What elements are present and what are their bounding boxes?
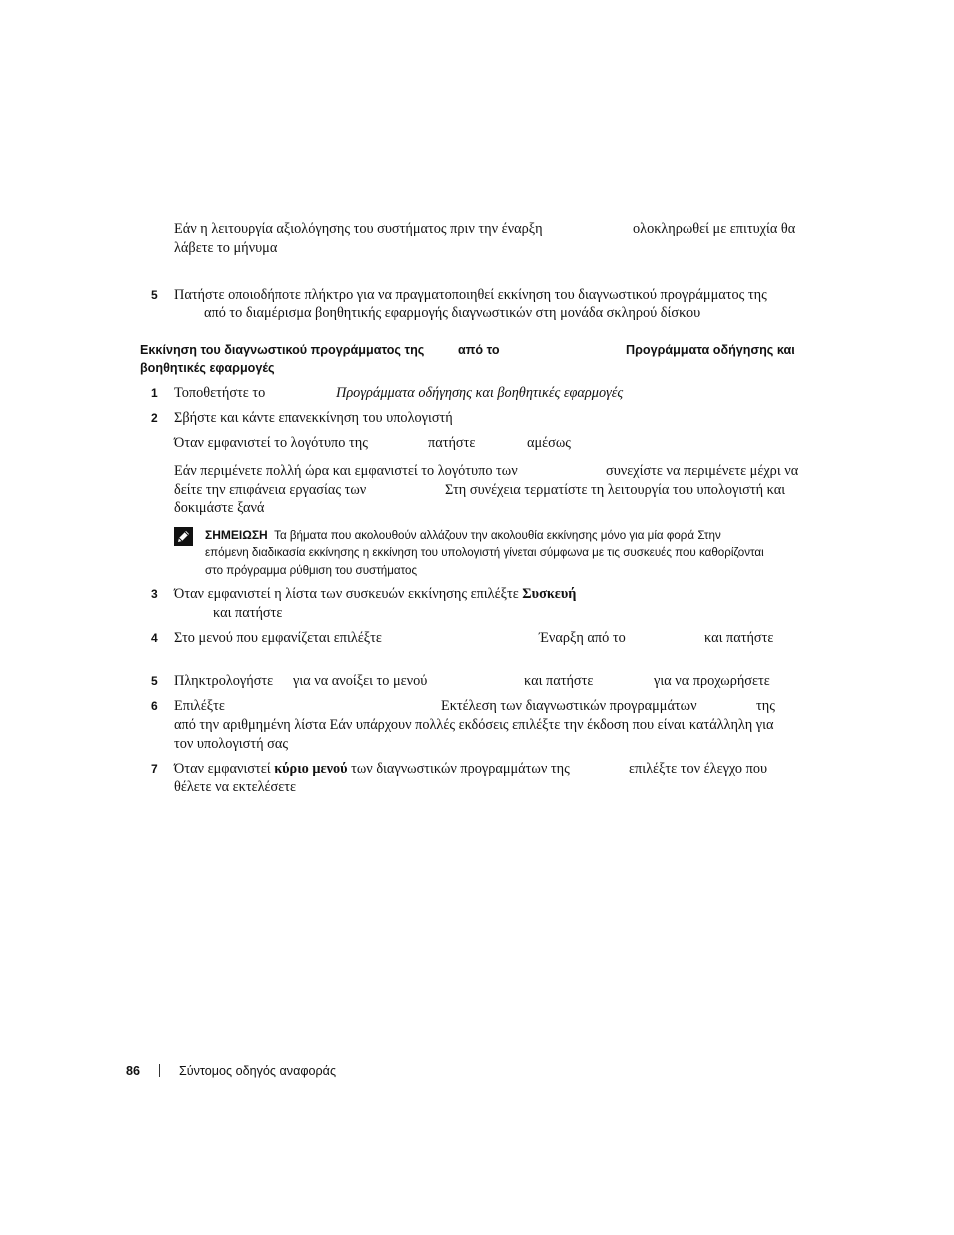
step2-para2-line1b: συνεχίστε να περιμένετε μέχρι να (606, 463, 799, 479)
step-number: 2 (151, 411, 158, 425)
step5a-line1: Πατήστε οποιοδήποτε πλήκτρο για να πραγματοποιηθεί εκκίνηση του διαγνωστικού προγράμματος της (174, 287, 767, 303)
step6-line2: από την αριθμημένη λίστα Εάν υπάρχουν πολλές εκδόσεις επιλέξτε την έκδοση που είναι κατάλληλη για (174, 717, 774, 733)
step2-para1-c: αμέσως (527, 435, 571, 451)
step4-a: Στο μενού που εμφανίζεται επιλέξτε (174, 630, 382, 646)
section-heading-part1: Εκκίνηση του διαγνωστικού προγράμματος της (140, 343, 425, 357)
step-number: 4 (151, 631, 158, 645)
step-number: 1 (151, 386, 158, 400)
step6-line3: τον υπολογιστή σας (174, 736, 288, 752)
step2-text: Σβήστε και κάντε επανεκκίνηση του υπολογιστή (174, 410, 453, 426)
step7-main-menu: κύριο μενού (274, 761, 348, 777)
step4-c: και πατήστε (704, 630, 774, 646)
step2-para2-line2a: δείτε την επιφάνεια εργασίας των (174, 482, 367, 498)
step-number: 6 (151, 699, 158, 713)
step7-line2: θέλετε να εκτελέσετε (174, 779, 296, 795)
note-line1 (205, 526, 721, 545)
para1-line2: λάβετε το μήνυμα (174, 240, 278, 256)
step1-text: Τοποθετήστε το (174, 385, 266, 401)
step4-b: Έναρξη από το (539, 630, 626, 646)
step1-media-name: Προγράμματα οδήγησης και βοηθητικές εφαρμογές (336, 385, 624, 401)
step-number: 3 (151, 587, 158, 601)
para1-line1a: Εάν η λειτουργία αξιολόγησης του συστήματος πριν την έναρξη (174, 221, 543, 237)
note-line3: στο πρόγραμμα ρύθμιση του συστήματος (205, 564, 418, 577)
step-number: 7 (151, 762, 158, 776)
step7-line1a (174, 760, 570, 778)
step2-para2-line3: δοκιμάστε ξανά (174, 500, 265, 516)
note-pencil-icon (174, 527, 193, 546)
step5a-line2: από το διαμέρισμα βοηθητικής εφαρμογής διαγνωστικών στη μονάδα σκληρού δίσκου (204, 305, 701, 321)
step5-a: Πληκτρολογήστε (174, 673, 274, 689)
note-line2: επόμενη διαδικασία εκκίνησης η εκκίνηση του υπολογιστή γίνεται σύμφωνα με τις συσκευές που καθορίζονται (205, 546, 764, 559)
step5-b: για να ανοίξει το μενού (293, 673, 428, 689)
step2-para1-b: πατήστε (428, 435, 476, 451)
step-number: 5 (151, 288, 158, 302)
footer-separator (159, 1064, 160, 1077)
step6-b: Εκτέλεση των διαγνωστικών προγραμμάτων (441, 698, 697, 714)
section-heading-line2: βοηθητικές εφαρμογές (140, 361, 275, 375)
note-label: ΣΗΜΕΙΩΣΗ (205, 528, 268, 542)
step6-a: Επιλέξτε (174, 698, 225, 714)
step3-line1 (174, 585, 576, 603)
note-text-line1: Τα βήματα που ακολουθούν αλλάζουν την ακολουθία εκκίνησης μόνο για μία φορά Στην (274, 529, 721, 542)
step3-text: Όταν εμφανιστεί η λίστα των συσκευών εκκίνησης επιλέξτε (174, 586, 523, 602)
step3-line2: και πατήστε (213, 605, 283, 621)
step5-d: για να προχωρήσετε (654, 673, 770, 689)
step7-d: επιλέξτε τον έλεγχο που (629, 761, 768, 777)
step6-c: της (756, 698, 775, 714)
section-heading-part3: Προγράμματα οδήγησης και (626, 343, 795, 357)
para1-line1b: ολοκληρωθεί με επιτυχία θα (633, 221, 796, 237)
step7-a: Όταν εμφανιστεί (174, 761, 275, 777)
step7-c: των διαγνωστικών προγραμμάτων της (347, 761, 570, 777)
page-number: 86 (126, 1064, 141, 1078)
step2-para2-line2b: Στη συνέχεια τερματίστε τη λειτουργία του υπολογιστή και (445, 482, 786, 498)
step3-device: Συσκευή (522, 586, 577, 602)
footer-title: Σύντομος οδηγός αναφοράς (179, 1064, 337, 1078)
step-number: 5 (151, 674, 158, 688)
step2-para2-line1a: Εάν περιμένετε πολλή ώρα και εμφανιστεί το λογότυπο των (174, 463, 518, 479)
step5-c: και πατήστε (524, 673, 594, 689)
section-heading-part2: από το (458, 343, 500, 357)
step2-para1-a: Όταν εμφανιστεί το λογότυπο της (174, 435, 368, 451)
